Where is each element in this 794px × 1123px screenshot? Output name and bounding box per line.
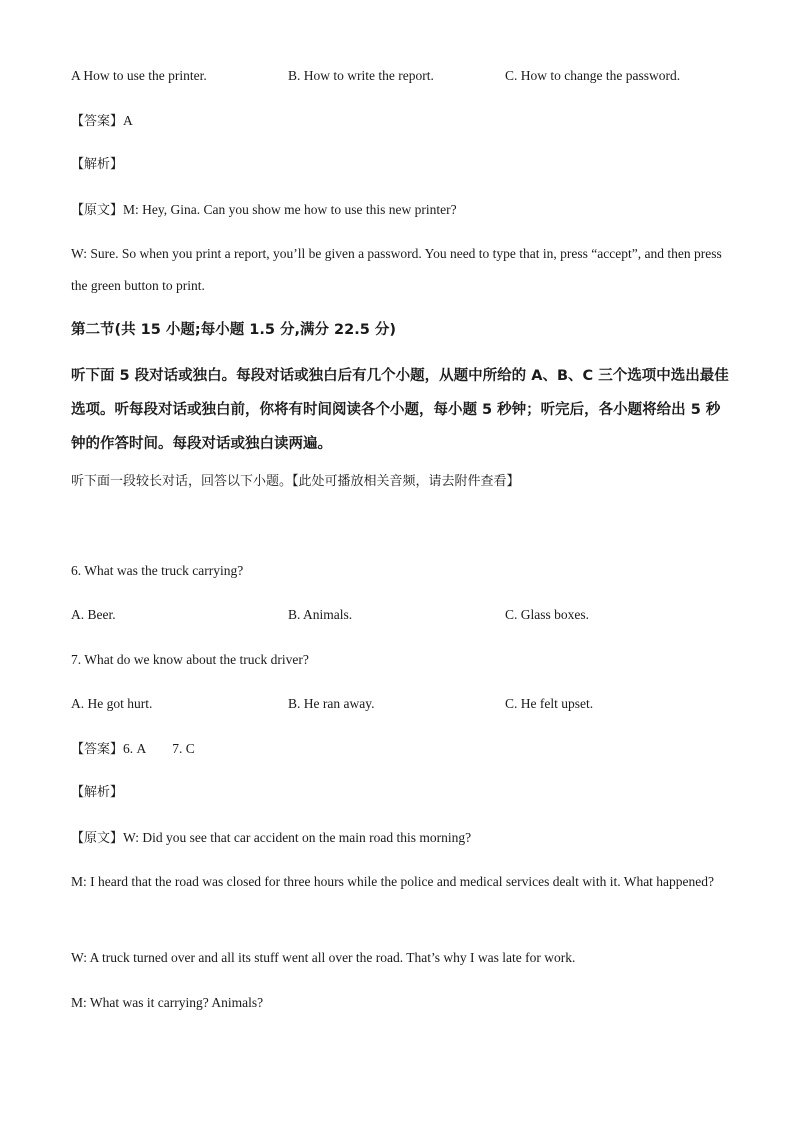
- transcript-paragraph: W: Sure. So when you print a report, you’ll be given a password. You need to type that in, press “accept”, and then press the green button to print.: [71, 246, 722, 293]
- answer-label: 【答案】: [71, 114, 124, 129]
- q7-option-b: B. He ran away.: [288, 696, 375, 711]
- transcript-label: 【原文】: [71, 203, 124, 218]
- section-heading: 第二节(共 15 小题;每小题 1.5 分,满分 22.5 分): [71, 322, 396, 338]
- q6-option-a: A. Beer.: [71, 607, 116, 622]
- analysis-label: 【解析】: [71, 785, 124, 800]
- answer-value-7: 7. C: [172, 741, 195, 756]
- section-instructions: 听下面 5 段对话或独白。每段对话或独白后有几个小题，从题中所给的 A、B、C 三个选项中选出最佳选项。听每段对话或独白前，你将有时间阅读各个小题，每小题 5 秒钟；听完后，各小题将给出 5 秒钟的作答时间。每段对话或独白读两遍。: [71, 368, 729, 452]
- q5-option-c: C. How to change the password.: [505, 68, 681, 83]
- listening-prompt: 听下面一段较长对话，回答以下小题。【此处可播放相关音频，请去附件查看】: [71, 474, 520, 489]
- answer-label: 【答案】: [71, 742, 124, 757]
- answer-line-1: [71, 112, 133, 131]
- q7-option-c: C. He felt upset.: [505, 696, 594, 711]
- transcript-text: M: Hey, Gina. Can you show me how to use this new printer?: [123, 202, 457, 217]
- answer-value-6: 6. A: [123, 741, 147, 756]
- transcript-paragraph: M: I heard that the road was closed for three hours while the police and medical services dealt with it. What happened?: [71, 874, 715, 889]
- transcript-line: W: A truck turned over and all its stuff went all over the road. That’s why I was late for work.: [71, 950, 576, 965]
- q6-option-b: B. Animals.: [288, 607, 353, 622]
- q5-option-a: A How to use the printer.: [71, 68, 207, 83]
- transcript-line: M: What was it carrying? Animals?: [71, 995, 264, 1010]
- question-6: 6. What was the truck carrying?: [71, 563, 244, 578]
- question-7: 7. What do we know about the truck driver?: [71, 652, 309, 667]
- transcript-text: W: Did you see that car accident on the main road this morning?: [123, 830, 472, 845]
- answer-line-2: [71, 740, 195, 759]
- q7-option-a: A. He got hurt.: [71, 696, 153, 711]
- q5-option-b: B. How to write the report.: [288, 68, 434, 83]
- transcript-line: [71, 201, 457, 220]
- analysis-label: 【解析】: [71, 157, 124, 172]
- q6-option-c: C. Glass boxes.: [505, 607, 589, 622]
- transcript-label: 【原文】: [71, 831, 124, 846]
- answer-value: A: [123, 113, 133, 128]
- transcript-line: [71, 829, 471, 848]
